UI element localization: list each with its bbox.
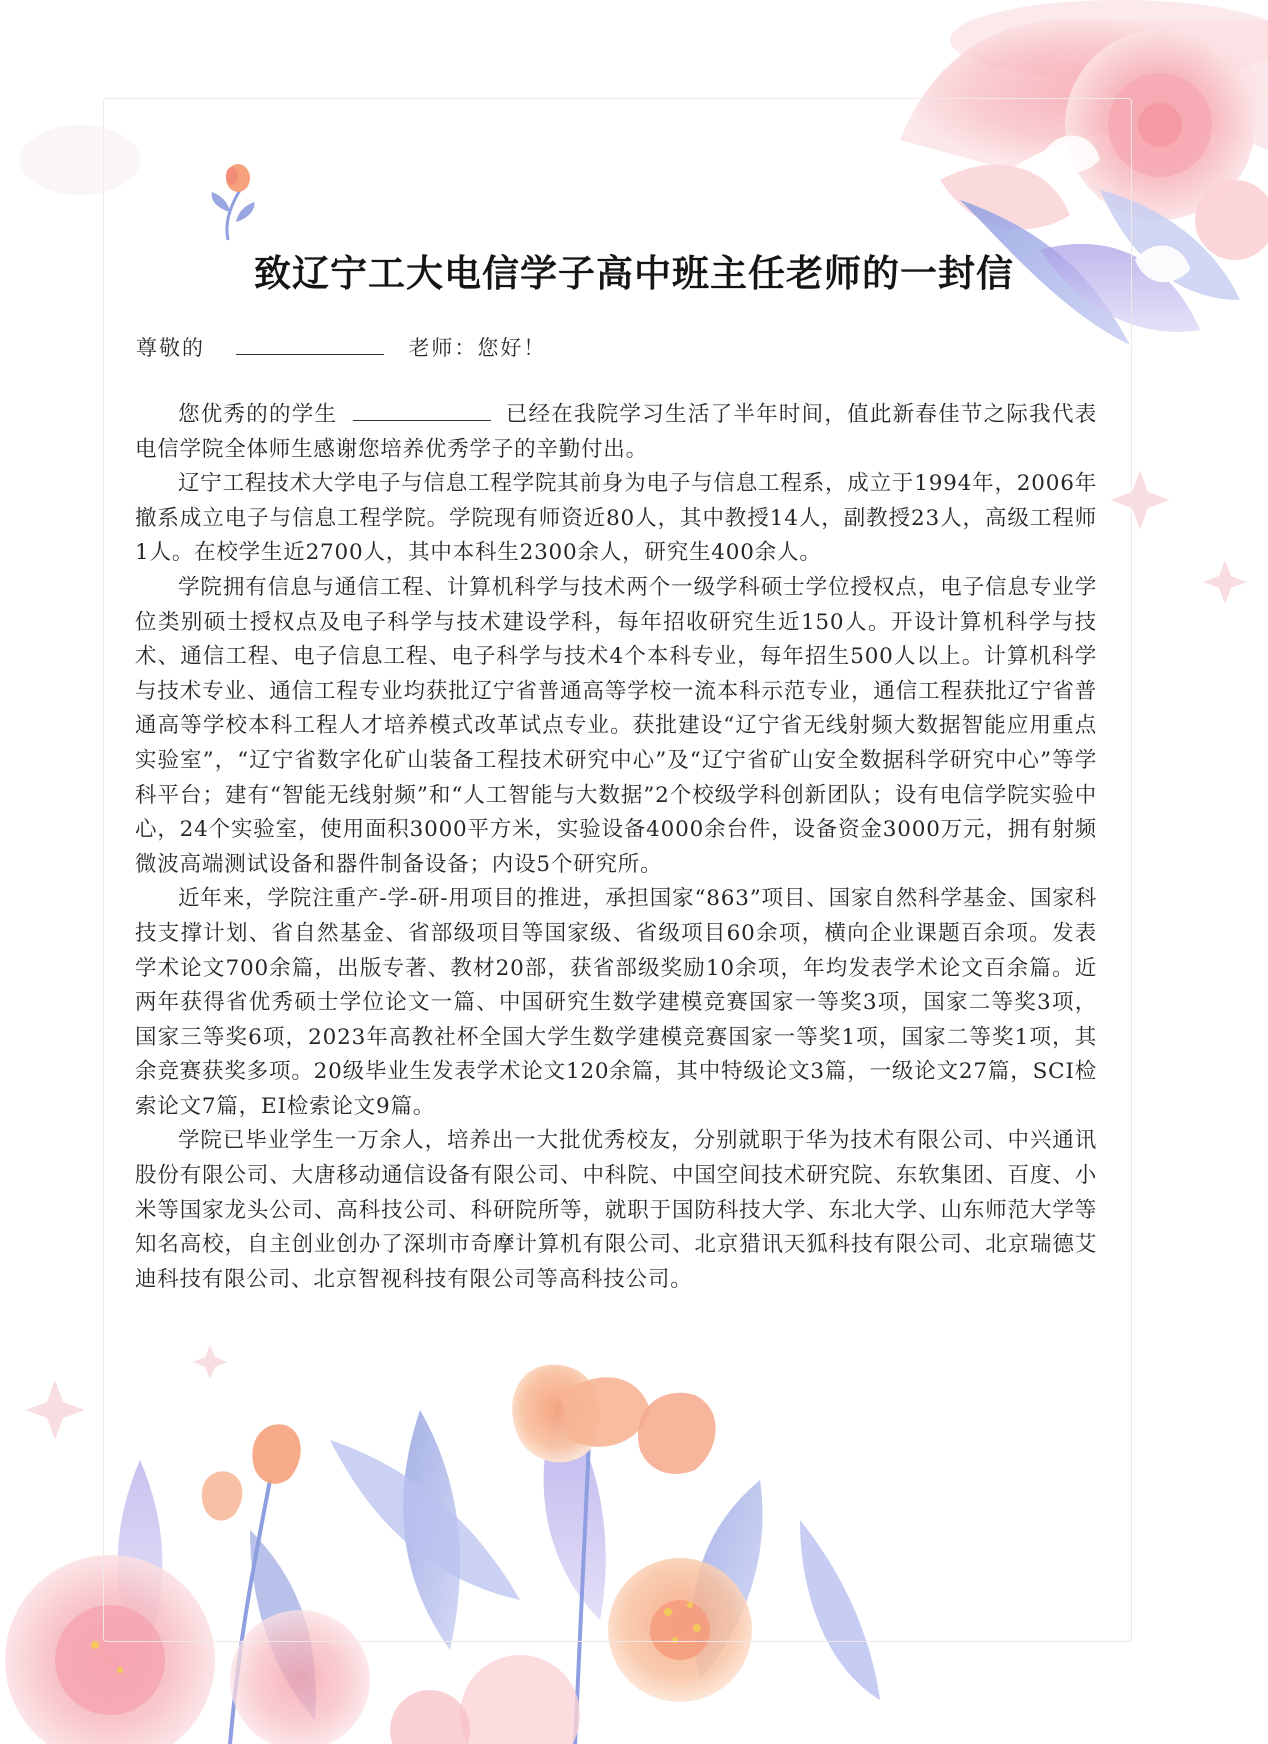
letter-body — [135, 398, 1097, 1297]
teacher-name-blank — [236, 333, 384, 355]
paragraph-5: 学院已毕业学生一万余人，培养出一大批优秀校友，分别就职于华为技术有限公司、中兴通讯股份有限公司、大唐移动通信设备有限公司、中科院、中国空间技术研究院、东软集团、百度、小米等国家龙头公司、高科技公司、科研院所等，就职于国防科技大学、东北大学、山东师范大学等知名高校，自主创业创办了深圳市奇摩计算机有限公司、北京猎讯天狐科技有限公司、北京瑞德艾迪科技有限公司、北京智视科技有限公司等高科技公司。 — [135, 1128, 1097, 1292]
paragraph-2: 辽宁工程技术大学电子与信息工程学院其前身为电子与信息工程系，成立于1994年，2006年撤系成立电子与信息工程学院。学院现有师资近80人，其中教授14人，副教授23人，高级工程师1人。在校学生近2700人，其中本科生2300余人，研究生400余人。 — [135, 471, 1097, 566]
greeting-prefix: 尊敬的 — [136, 336, 205, 360]
p1-suffix: 已经在我院学习生活了半年时间，值此新春佳节之际我代表电信学院全体师生感谢您培养优秀学子的辛勤付出。 — [135, 402, 1097, 462]
p1-prefix: 您优秀的的学生 — [178, 402, 338, 427]
greeting-line — [136, 332, 546, 362]
greeting-suffix: 老师：您好！ — [408, 336, 547, 360]
letter-title: 致辽宁工大电信学子高中班主任老师的一封信 — [254, 251, 1014, 295]
paragraph-4: 近年来，学院注重产-学-研-用项目的推进，承担国家“863”项目、国家自然科学基金、国家科技支撑计划、省自然基金、省部级项目等国家级、省级项目60余项，横向企业课题百余项。发表学术论文700余篇，出版专著、教材20部，获省部级奖励10余项，年均发表学术论文百余篇。近两年获得省优秀硕士学位论文一篇、中国研究生数学建模竞赛国家一等奖3项，国家二等奖3项，国家三等奖6项，2023年高教社杯全国大学生数学建模竞赛国家一等奖1项，国家二等奖1项，其余竞赛获奖多项。20级毕业生发表学术论文120余篇，其中特级论文3篇，一级论文27篇，SCI检索论文7篇，EI检索论文9篇。 — [135, 886, 1097, 1119]
paragraph-1 — [135, 398, 1097, 467]
student-name-blank — [353, 399, 491, 422]
paragraph-3: 学院拥有信息与通信工程、计算机科学与技术两个一级学科硕士学位授权点，电子信息专业学位类别硕士授权点及电子科学与技术建设学科，每年招收研究生近150人。开设计算机科学与技术、通信工程、电子信息工程、电子科学与技术4个本科专业，每年招生500人以上。计算机科学与技术专业、通信工程专业均获批辽宁省普通高等学校一流本科示范专业，通信工程获批辽宁省普通高等学校本科工程人才培养模式改革试点专业。获批建设“辽宁省无线射频大数据智能应用重点实验室”，“辽宁省数字化矿山装备工程技术研究中心”及“辽宁省矿山安全数据科学研究中心”等学科平台；建有“智能无线射频”和“人工智能与大数据”2个校级学科创新团队；设有电信学院实验中心，24个实验室，使用面积3000平方米，实验设备4000余台件，设备资金3000万元，拥有射频微波高端测试设备和器件制备设备；内设5个研究所。 — [135, 574, 1097, 877]
